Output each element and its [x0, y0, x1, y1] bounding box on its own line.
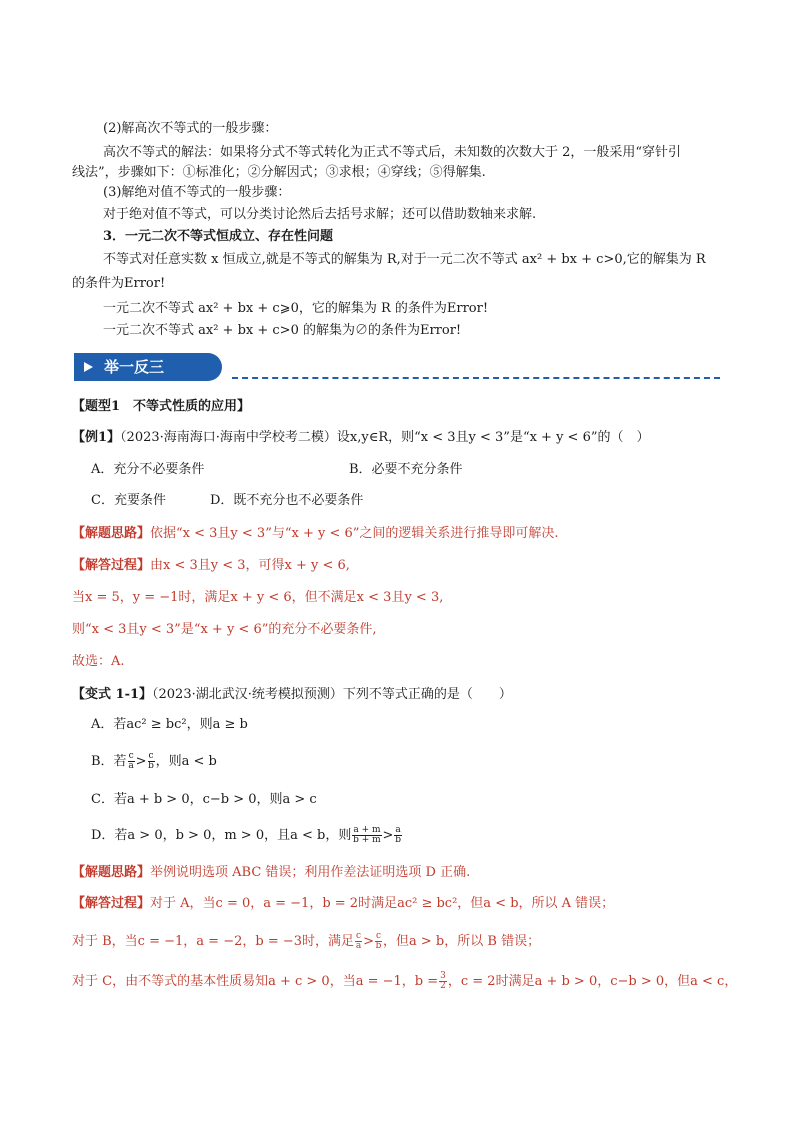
variant-1-process-2	[72, 932, 540, 952]
example-1-tag: 【例1】	[72, 430, 121, 445]
example-1-option-a: A．充分不必要条件	[91, 462, 205, 477]
intro-text-5a: 不等式对任意实数 x 恒成立,就是不等式的解集为 R,对于一元二次不等式 ax² + bx + c>0,它的解集为 R	[103, 252, 706, 267]
fraction-c-over-a-2: $\frac{c}{a}$	[355, 931, 362, 951]
example-1-option-d: D．既不充分也不必要条件	[210, 493, 364, 508]
example-1-process-3: 则“x < 3且y < 3”是“x + y < 6”的充分不必要条件,	[72, 622, 377, 637]
play-arrow-icon	[84, 362, 93, 372]
process-2-gt: >	[363, 934, 374, 949]
intro-text-5b: 的条件为Error!	[72, 276, 166, 291]
option-b-prefix: B．若	[91, 754, 127, 769]
intro-text-6: 一元二次不等式 ax² + bx + c⩾0，它的解集为 R 的条件为Error!	[103, 301, 489, 316]
variant-idea-tag: 【解题思路】	[72, 865, 151, 880]
option-d-prefix: D．若a > 0，b > 0，m > 0，且a < b，则	[91, 828, 352, 843]
variant-process-text-1: 对于 A，当c = 0，a = −1，b = 2时满足ac² ≥ bc²，但a < b，所以 A 错误；	[150, 896, 615, 911]
intro-step2-title: (2)解高次不等式的一般步骤：	[103, 121, 278, 136]
option-b-gt: >	[135, 754, 147, 769]
example-1-option-b: B．必要不充分条件	[349, 462, 463, 477]
variant-1-option-a: A．若ac² ≥ bc²，则a ≥ b	[91, 717, 248, 732]
process-3-prefix: 对于 C，由不等式的基本性质易知a + c > 0，当a = −1，b =	[72, 974, 439, 989]
variant-1-option-d	[91, 826, 403, 846]
topic-label: 【题型1 不等式性质的应用】	[72, 399, 251, 414]
example-1-answer: 故选：A.	[72, 654, 125, 669]
intro-step3-text: 对于绝对值不等式，可以分类讨论然后去括号求解；还可以借助数轴来求解.	[103, 207, 537, 222]
example-1-stem	[72, 428, 650, 448]
variant-1-tag: 【变式 1-1】	[72, 687, 153, 702]
fraction-c-over-b: $\frac{c}{b}$	[148, 751, 154, 771]
variant-1-process-3	[72, 972, 737, 992]
variant-1-process-1	[72, 894, 614, 914]
variant-1-stem	[72, 685, 512, 705]
variant-1-idea	[72, 863, 470, 883]
example-1-idea	[72, 524, 559, 544]
fraction-a-over-b: $\frac{a}{b}$	[395, 825, 401, 845]
idea-tag: 【解题思路】	[72, 526, 151, 541]
idea-text: 依据“x < 3且y < 3”与“x + y < 6”之间的逻辑关系进行推导即可解决.	[150, 526, 559, 541]
example-1-option-c: C．充要条件	[91, 493, 166, 508]
intro-text-7: 一元二次不等式 ax² + bx + c>0 的解集为∅的条件为Error!	[103, 323, 462, 338]
process-tag: 【解答过程】	[72, 558, 151, 573]
process-2-prefix: 对于 B，当c = −1，a = −2，b = −3时，满足	[72, 934, 355, 949]
variant-1-question: （2023·湖北武汉·统考模拟预测）下列不等式正确的是（ ）	[152, 687, 512, 702]
fraction-c-over-b-2: $\frac{c}{b}$	[375, 931, 382, 951]
variant-1-option-b	[91, 752, 217, 772]
fraction-c-over-a: $\frac{c}{a}$	[128, 751, 134, 771]
intro-step2-text-2: 线法”，步骤如下：①标准化；②分解因式；③求根；④穿线；⑤得解集.	[72, 165, 486, 180]
example-1-process-2: 当x = 5，y = −1时，满足x + y < 6，但不满足x < 3且y < 3,	[72, 590, 444, 605]
process-3-suffix: ，c = 2时满足a + b > 0，c−b > 0，但a < c，	[447, 974, 738, 989]
option-d-gt: >	[382, 828, 394, 843]
dashed-divider	[232, 377, 720, 379]
example-1-process-1	[72, 556, 350, 576]
example-1-question: （2023·海南海口·海南中学校考二模）设x,y∈R，则“x < 3且y < 3”是“x + y < 6”的（ ）	[120, 430, 650, 445]
process-text-1: 由x < 3且y < 3，可得x + y < 6,	[150, 558, 350, 573]
fraction-apm-over-bpm: $\frac{a + m}{b + m}$	[353, 825, 381, 845]
option-b-suffix: ，则a < b	[155, 754, 217, 769]
variant-process-tag: 【解答过程】	[72, 896, 151, 911]
section-banner-title: 举一反三	[104, 358, 165, 376]
variant-1-option-c: C．若a + b > 0，c−b > 0，则a > c	[91, 792, 317, 807]
process-2-suffix: ，但a > b，所以 B 错误；	[383, 934, 541, 949]
intro-step3-title: (3)解绝对值不等式的一般步骤：	[103, 185, 291, 200]
fraction-three-halves: $\frac{3}{2}$	[440, 971, 446, 991]
variant-idea-text: 举例说明选项 ABC 错误；利用作差法证明选项 D 正确.	[150, 865, 471, 880]
section-heading-3: 3．一元二次不等式恒成立、存在性问题	[103, 229, 334, 244]
intro-step2-text-1: 高次不等式的解法：如果将分式不等式转化为正式不等式后，未知数的次数大于 2，一般采用“穿针引	[103, 145, 682, 160]
